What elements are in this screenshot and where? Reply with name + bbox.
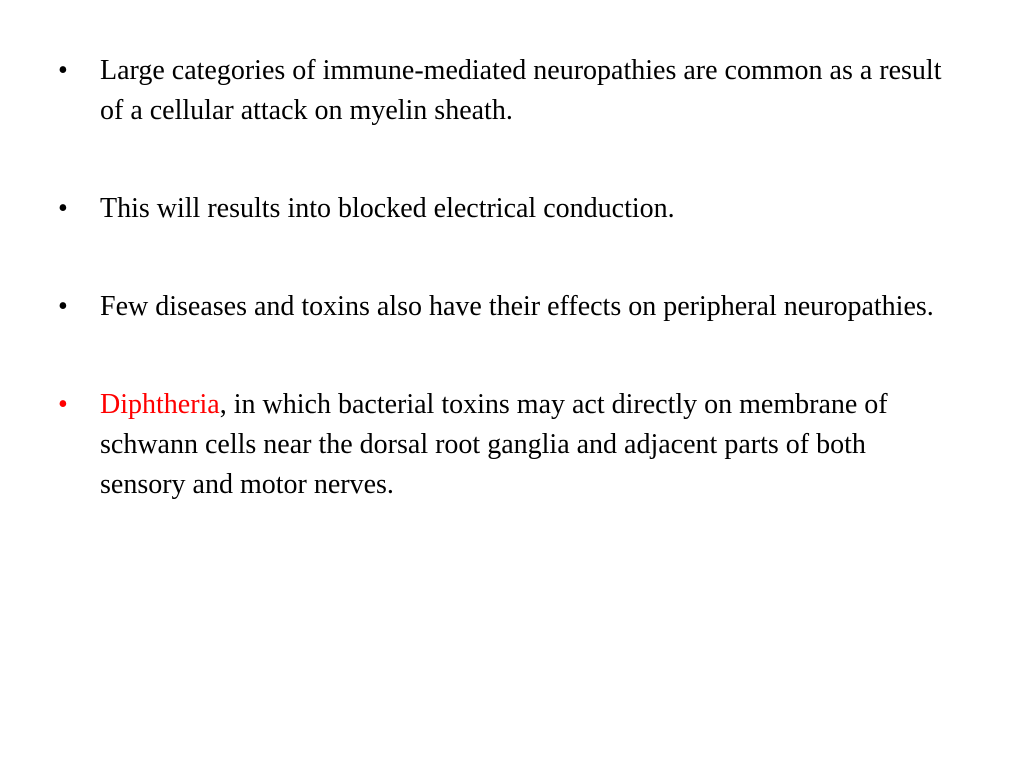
bullet-text: Large categories of immune-mediated neuropathies are common as a result of a cellular attack on myelin sheath. — [100, 55, 942, 126]
bullet-marker: • — [58, 291, 68, 322]
bullet-item-blocked-conduction — [58, 189, 958, 229]
bullet-list — [58, 51, 958, 505]
bullet-marker: • — [58, 55, 68, 86]
bullet-text: Few diseases and toxins also have their effects on peripheral neuropathies. — [100, 291, 934, 322]
bullet-marker: • — [58, 193, 68, 224]
bullet-item-diphtheria — [58, 385, 958, 505]
bullet-item-immune-neuropathies — [58, 51, 958, 131]
bullet-text: This will results into blocked electrical conduction. — [100, 193, 675, 224]
bullet-marker: • — [58, 389, 68, 420]
bullet-item-diseases-toxins — [58, 287, 958, 327]
bullet-text: , in which bacterial toxins may act directly on membrane of schwann cells near the dorsal root ganglia and adjacent parts of both sensory and motor nerves. — [100, 389, 888, 500]
diphtheria-highlight: Diphtheria — [100, 389, 220, 420]
